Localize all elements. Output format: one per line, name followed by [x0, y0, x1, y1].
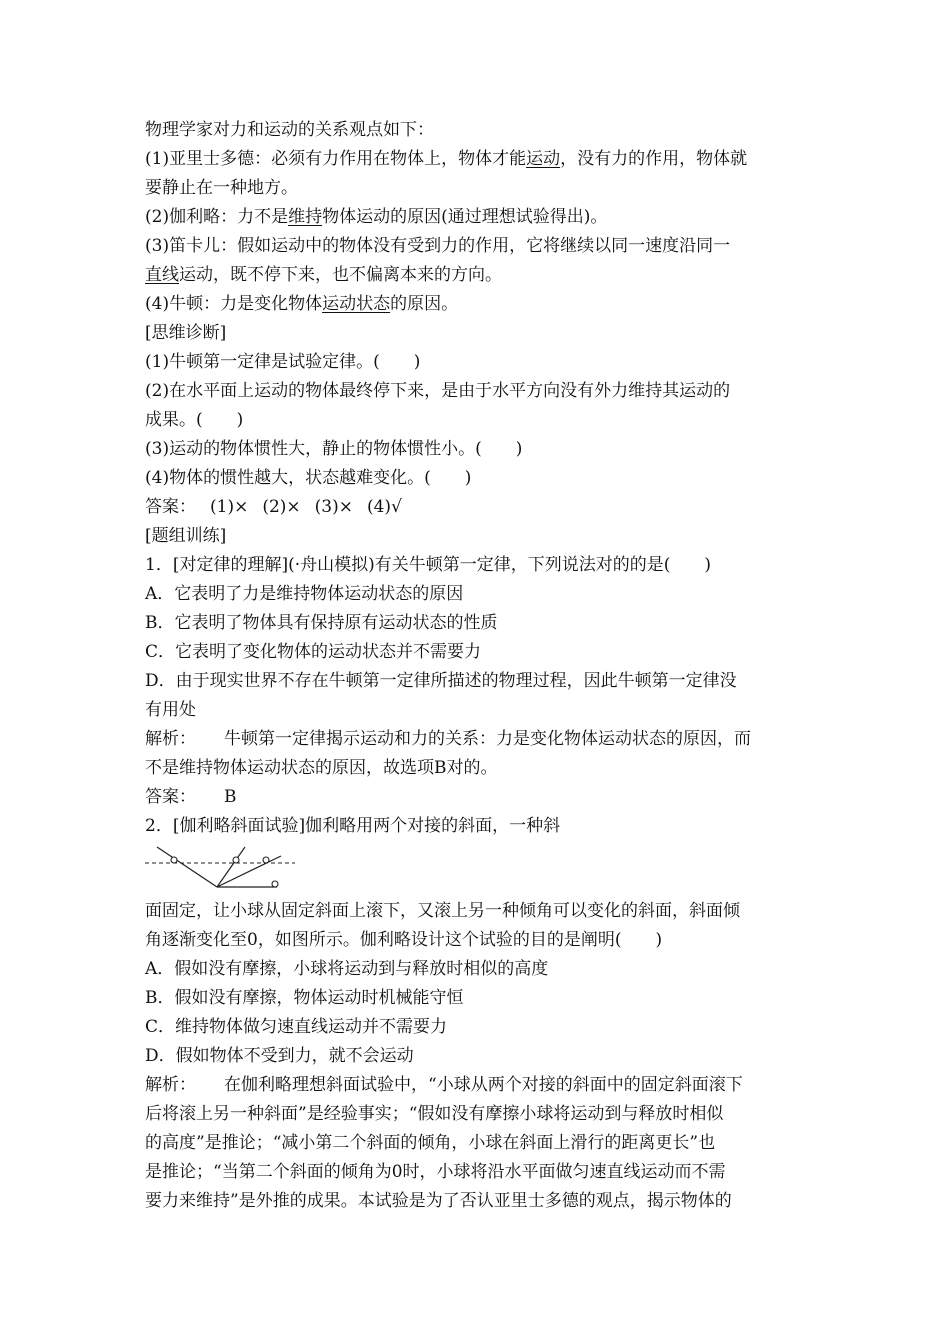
- incline-diagram: [145, 843, 305, 893]
- view-descartes-cont: [145, 261, 813, 290]
- question-1-option-c: C．它表明了变化物体的运动状态并不需要力: [145, 642, 482, 662]
- question-1-option-d: D．由于现实世界不存在牛顿第一定律所描述的物理过程，因此牛顿第一定律没: [145, 671, 737, 691]
- question-2-stem-cont: 角逐渐变化至0，如图所示。伽利略设计这个试验的目的是阐明( ): [145, 930, 663, 950]
- view-aristotle-cont: 要静止在一种地方。: [145, 178, 298, 198]
- ball-shallow: [263, 857, 269, 863]
- text: 运动，既不停下来，也不偏离本来的方向。: [179, 265, 502, 285]
- text: 在伽利略理想斜面试验中，“小球从两个对接的斜面中的固定斜面滚下: [224, 1075, 743, 1095]
- view-descartes: (3)笛卡儿：假如运动中的物体没有受到力的作用，它将继续以同一速度沿同一: [145, 236, 731, 256]
- explanation-label: 解析：: [145, 729, 196, 749]
- question-1-stem: 1．[对定律的理解](·舟山模拟)有关牛顿第一定律，下列说法对的的是( ): [145, 555, 712, 575]
- text: 的原因。: [390, 294, 459, 314]
- question-2-explanation-cont: 要力来维持”是外推的成果。本试验是为了否认亚里士多德的观点，揭示物体的: [145, 1191, 732, 1211]
- key-term: 运动: [526, 149, 561, 169]
- diagnosis-heading: [思维诊断]: [145, 323, 227, 343]
- answer-item: (1)×: [210, 497, 249, 517]
- question-2-explanation-cont: 的高度”是推论；“减小第二个斜面的倾角，小球在斜面上滑行的距离更长”也: [145, 1133, 716, 1153]
- question-1-explanation-cont: 不是维持物体运动状态的原因，故选项B对的。: [145, 758, 498, 778]
- view-aristotle: [145, 145, 813, 174]
- view-galileo: [145, 203, 813, 232]
- question-2-stem: 2．[伽利略斜面试验]伽利略用两个对接的斜面，一种斜: [145, 816, 561, 836]
- answer-item: (4)√: [366, 497, 402, 517]
- intro-line: 物理学家对力和运动的关系观点如下：: [145, 120, 434, 140]
- question-1-answer: [145, 783, 813, 812]
- text: ，没有力的作用，物体就: [560, 149, 748, 169]
- view-newton: [145, 290, 813, 319]
- text: 牛顿第一定律揭示运动和力的关系：力是变化物体运动状态的原因，而: [224, 729, 751, 749]
- question-2-option-a: A．假如没有摩擦，小球将运动到与释放时相似的高度: [145, 959, 549, 979]
- key-term: 维持: [288, 207, 323, 227]
- answer-item: (3)×: [314, 497, 353, 517]
- text: (1)亚里士多德：必须有力作用在物体上，物体才能: [145, 149, 527, 169]
- diagnosis-q1: (1)牛顿第一定律是试验定律。( ): [145, 352, 421, 372]
- question-2-explanation: [145, 1071, 813, 1100]
- text: (4)牛顿：力是变化物体: [145, 294, 323, 314]
- question-2-explanation-cont: 后将滚上另一种斜面”是经验事实；“假如没有摩擦小球将运动到与释放时相似: [145, 1104, 724, 1124]
- ball-start: [171, 857, 177, 863]
- incline-figure: [145, 843, 813, 893]
- question-2-option-d: D．假如物体不受到力，就不会运动: [145, 1046, 414, 1066]
- diagnosis-q4: (4)物体的惯性越大，状态越难变化。( ): [145, 468, 472, 488]
- text: (2)伽利略：力不是: [145, 207, 289, 227]
- fixed-incline: [157, 847, 217, 887]
- diagnosis-answer: [145, 493, 813, 522]
- ball-steep: [233, 857, 239, 863]
- answer-label: 答案：: [145, 497, 196, 517]
- question-1-option-b: B．它表明了物体具有保持原有运动状态的性质: [145, 613, 498, 633]
- answer-value: B: [224, 787, 237, 807]
- group-heading: [题组训练]: [145, 526, 227, 546]
- shallow-incline: [217, 856, 281, 887]
- question-2-option-c: C．维持物体做匀速直线运动并不需要力: [145, 1017, 448, 1037]
- explanation-label: 解析：: [145, 1075, 196, 1095]
- text: 物体运动的原因(通过理想试验得出)。: [322, 207, 608, 227]
- answer-label: 答案：: [145, 787, 196, 807]
- diagnosis-q3: (3)运动的物体惯性大，静止的物体惯性小。( ): [145, 439, 523, 459]
- key-term: 直线: [145, 265, 179, 285]
- diagnosis-q2: (2)在水平面上运动的物体最终停下来，是由于水平方向没有外力维持其运动的: [145, 381, 731, 401]
- question-1-explanation: [145, 725, 813, 754]
- answer-item: (2)×: [262, 497, 301, 517]
- question-1-option-d-cont: 有用处: [145, 700, 196, 720]
- ball-horizontal: [272, 881, 278, 887]
- question-2-explanation-cont: 是推论；“当第二个斜面的倾角为0时，小球将沿水平面做匀速直线运动而不需: [145, 1162, 726, 1182]
- question-2-stem-cont: 面固定，让小球从固定斜面上滚下，又滚上另一种倾角可以变化的斜面，斜面倾: [145, 901, 740, 921]
- question-1-option-a: A．它表明了力是维持物体运动状态的原因: [145, 584, 464, 604]
- diagnosis-q2-cont: 成果。( ): [145, 410, 244, 430]
- document-body: [145, 116, 813, 1216]
- steep-incline: [217, 847, 245, 887]
- question-2-option-b: B．假如没有摩擦，物体运动时机械能守恒: [145, 988, 464, 1008]
- key-term: 运动状态: [322, 294, 391, 314]
